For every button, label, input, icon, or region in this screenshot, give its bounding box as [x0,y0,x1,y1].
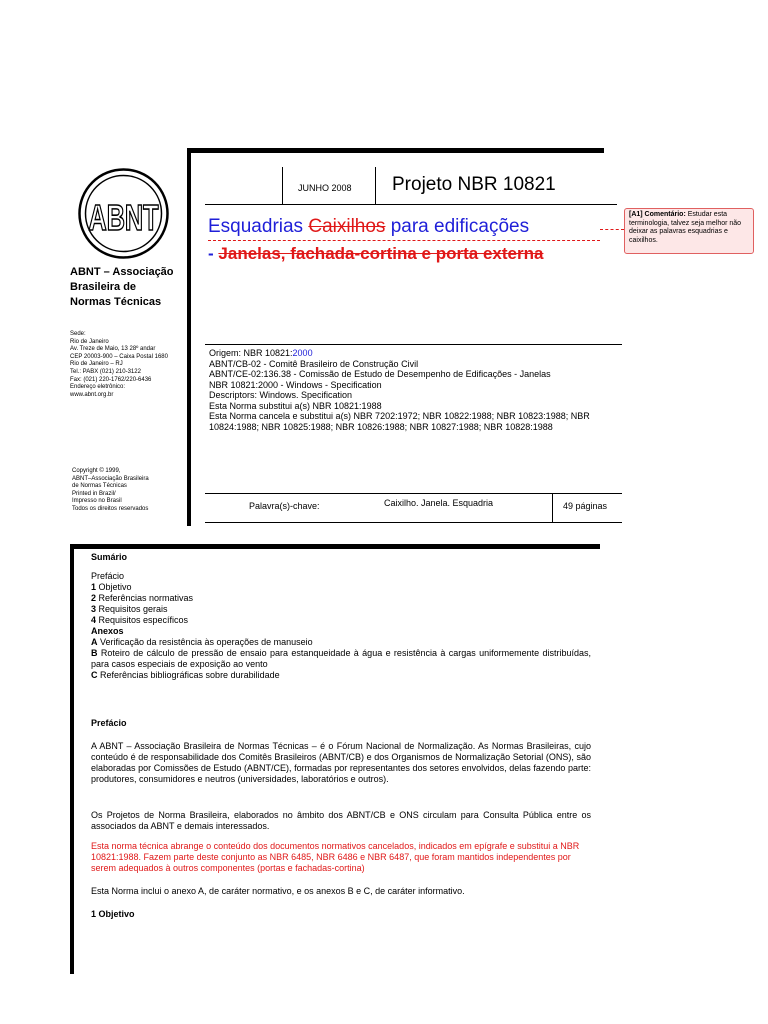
comment-text: Estudar esta terminologia, talvez seja melhor não deixar as palavras esquadrias e caixilhos. [629,211,742,244]
assoc-line: ABNT – Associação [70,266,174,278]
preface-paragraph-inserted: Esta norma técnica abrange o conteúdo dos documentos normativos cancelados, indicados em epígrafe e substitui a NBR 10821:1988. Fazem parte deste conjunto as NBR 6485, NBR 6486 e NBR 6487, que foram mantidos independentes por serem adequados à outros componentes (portas e fachadas-cortina) [91,841,580,873]
assoc-line: Brasileira de [70,281,137,293]
page-count: 49 páginas [563,501,608,511]
logo-text: ABNT [88,197,159,238]
comment-tag: [A1] Comentário: [629,211,686,218]
keywords-divider [552,493,553,522]
date-cell-divider [282,167,283,204]
summary-heading: Sumário [91,552,128,562]
association-name [70,265,190,310]
copyright-block [72,468,190,514]
header-left-rule [187,150,191,526]
preface-heading: Prefácio [91,718,127,728]
toc-item[interactable] [91,582,591,593]
body-top-rule [70,544,600,549]
title-dash: - [208,244,214,263]
project-title: Projeto NBR 10821 [392,174,556,195]
annex-text: Verificação da resistência às operações de manuseio [97,637,313,647]
copyright-line: Copyright © 1999, [72,468,121,474]
annex-letter: A [91,637,98,647]
copyright-line: Printed in Brazil/ [72,490,116,497]
origin-block [209,348,614,432]
address-line: Av. Treze de Maio, 13 28º andar [70,346,156,353]
copyright-line: Impresso no Brasil [72,498,122,505]
toc-text: Objetivo [96,582,132,592]
publication-date: JUNHO 2008 [298,183,352,193]
address-line: Sede: [70,331,86,337]
keywords-value: Caixilho. Janela. Esquadria [384,498,494,508]
toc-text: Requisitos específicos [96,615,189,625]
address-line: Tel.: PABX (021) 210-3122 [70,368,141,375]
origin-line: Esta Norma substitui a(s) NBR 10821:1988 [209,400,382,411]
keywords-label: Palavra(s)-chave: [249,501,320,511]
toc-number: 2 [91,593,97,603]
origin-line [209,348,614,359]
toc-item[interactable] [91,604,591,615]
address-line: Endereço eletrônico: [70,384,126,391]
title-deleted-word: Caixilhos [308,216,386,237]
toc-item-prefacio[interactable]: Prefácio [91,571,125,581]
preface-paragraph: Os Projetos de Norma Brasileira, elaborados no âmbito dos ABNT/CB e ONS circulam para Consulta Pública entre os associados da ABNT e demais interessados. [91,810,591,831]
document-subtitle [208,241,598,266]
comment-connector [600,229,624,230]
origin-line: Esta Norma cancela e substitui a(s) NBR 7202:1972; NBR 10822:1988; NBR 10823:1988; NBR 10824:1988; NBR 10825:1988; NBR 10826:1988; NBR 10827:1988; NBR 10828:1988 [209,411,590,432]
origin-prefix: Origem: NBR 10821: [209,348,293,358]
toc-annex[interactable] [91,670,591,681]
address-line: CEP 20003-900 – Caixa Postal 1680 [70,353,168,360]
review-comment[interactable] [624,208,754,254]
toc-text: Requisitos gerais [96,604,168,614]
body-left-rule [70,546,74,974]
section-heading-objetivo: 1 Objetivo [91,909,135,919]
toc-item[interactable] [91,615,591,626]
annex-text: Referências bibliográficas sobre durabilidade [97,670,280,680]
abnt-logo [78,168,169,259]
title-inserted-word: Esquadrias [208,216,304,237]
origin-line: ABNT/CE-02:136.38 - Comissão de Estudo de Desempenho de Edificações - Janelas [209,369,551,379]
document-title [208,215,623,239]
preface-paragraph: Esta Norma inclui o anexo A, de caráter normativo, e os anexos B e C, de caráter informativo. [91,886,465,896]
toc-annex[interactable] [91,648,591,670]
toc-number: 4 [91,615,97,625]
address-block [70,331,190,399]
project-cell-divider [375,167,376,204]
origin-line: Descriptors: Windows. Specification [209,390,353,400]
website-link[interactable]: www.abnt.org.br [70,391,114,398]
copyright-line: ABNT–Associação Brasileira [72,475,149,482]
toc-text: Referências normativas [96,593,194,603]
copyright-line: Todos os direitos reservados [72,505,149,512]
assoc-line: Normas Técnicas [70,296,162,308]
header-row-rule [205,204,617,205]
preface-paragraph: A ABNT – Associação Brasileira de Normas Técnicas – é o Fórum Nacional de Normalização. As Normas Brasileiras, cujo conteúdo é de responsabilidade dos Comitês Brasileiros (ABNT/CB) e dos Organismos de Normalização Setorial (ONS), são elaboradas por Comissões de Estudo (ABNT/CE), formadas por representantes dos setores envolvidos, delas fazendo parte: produtores, consumidores e neutros (universidades, laboratórios e outros). [91,741,591,784]
origin-year-inserted: 2000 [292,348,313,358]
annex-heading: Anexos [91,626,124,636]
title-inserted-text: para edificações [390,216,530,237]
annex-letter: C [91,670,98,680]
toc-number: 1 [91,582,97,592]
header-top-rule [187,148,604,153]
address-line: Fax: (021) 220-1762/220-6436 [70,376,152,383]
origin-rule [205,344,622,345]
toc-number: 3 [91,604,97,614]
toc-annex[interactable] [91,637,591,648]
copyright-line: de Normas Técnicas [72,483,127,490]
origin-line: NBR 10821:2000 - Windows - Specification [209,379,382,390]
annex-text: Roteiro de cálculo de pressão de ensaio para estanqueidade à água e resistência à cargas uniformemente distribuídas, para casos especiais de exposição ao vento [91,648,591,669]
origin-line: ABNT/CB-02 - Comitê Brasileiro de Construção Civil [209,358,419,369]
table-of-contents [91,571,591,681]
address-line: Rio de Janeiro – RJ [70,361,123,368]
subtitle-deleted-text: Janelas, fachada-cortina e porta externa [218,244,544,263]
annex-letter: B [91,648,98,658]
toc-annex-heading [91,626,591,637]
address-line: Rio de Janeiro [70,338,109,345]
toc-item[interactable] [91,593,591,604]
